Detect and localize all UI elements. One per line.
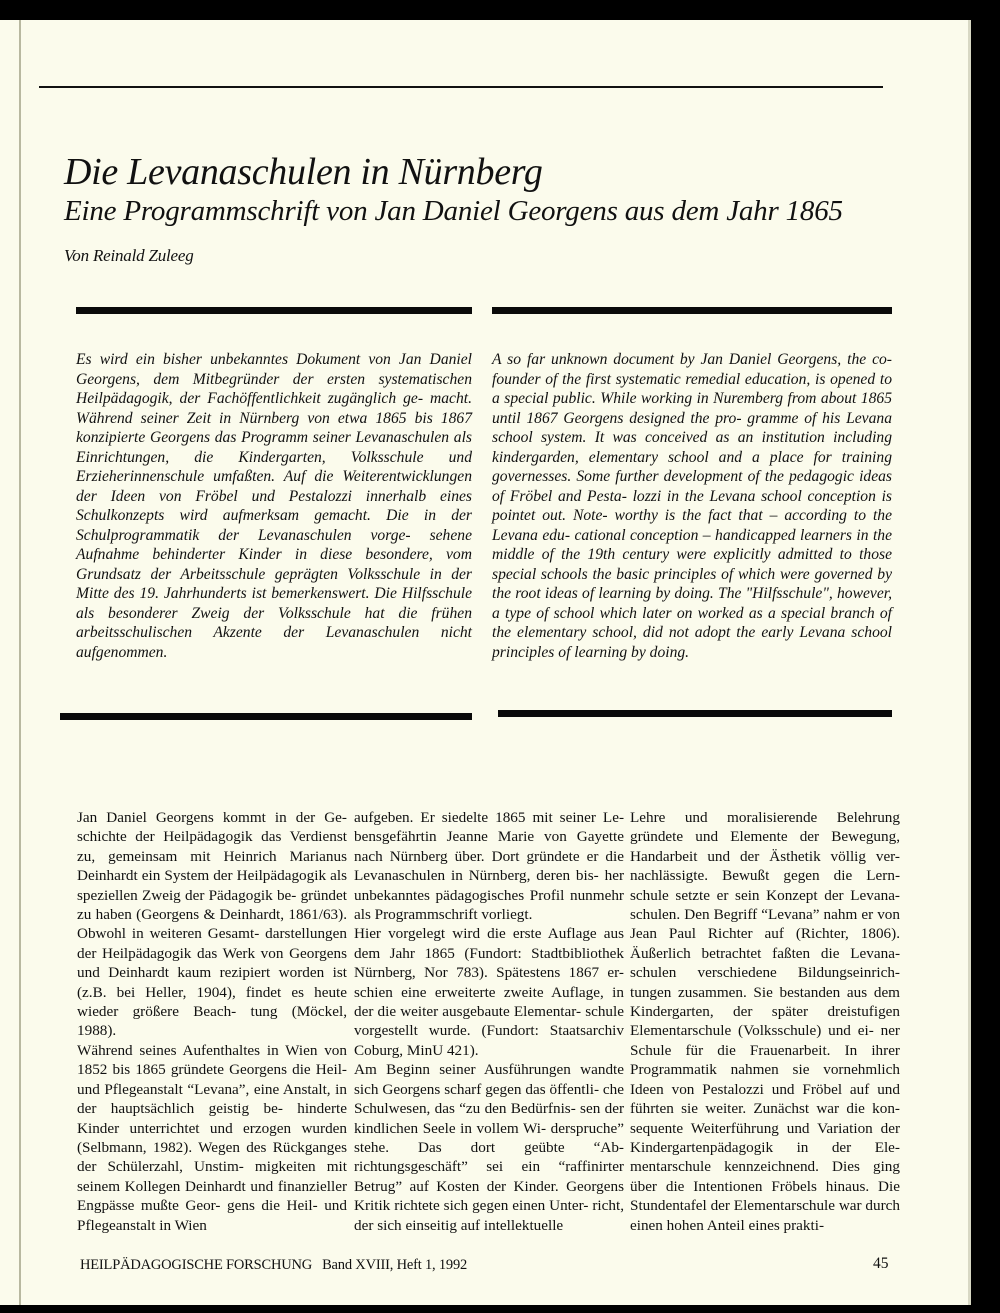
paragraph: Lehre und moralisierende Belehrung gründete und Elemente der Bewegung, Handarbeit und der Ästhetik völlig ver- nachlässigte. Bewußt gegen die Lern- schule setzte er sein Konzept der Levana- schulen. Den Begriff “Levana” nahm er von Jean Paul Richter auf (Richter, 1806). Äußerlich betrachtet faßten die Levana- schulen verschiedene Bildungseinrich- tungen zusammen. Sie bestanden aus dem Kindergarten, der später dreistufigen Elementarschule (Volksschule) und ei- ner Schule für die Frauenarbeit. In ihrer Programmatik nahmen sie vornehmlich Ideen von Pestalozzi und Fröbel auf und führten sie weiter. Zunächst war die kon- sequente Weiterführung und Variation der Kindergartenpädagogik in der Ele- mentarschule kennzeichnend. Dies ging über die Intentionen Fröbels hinaus. Die Stundentafel der Elementarschule war durch einen hohen Anteil eines prakti-: [630, 809, 900, 1234]
journal-name: HEILPÄDAGOGISCHE FORSCHUNG: [80, 1257, 313, 1273]
article-author: Von Reinald Zuleeg: [64, 246, 194, 265]
page-edge: [968, 20, 971, 1305]
body-column-1: [77, 808, 347, 1235]
binding-gutter: [19, 20, 21, 1305]
abstract-bottom-rule-left: [60, 713, 472, 720]
body-column-2: [354, 808, 624, 1235]
paragraph: Am Beginn seiner Ausführungen wandte sich Georgens scharf gegen das öffentli- che Schulwesen, das “zu den Bedürfnis- sen der kindlichen Seele in vollem Wi- derspruche” stehe. Das dort geübte “Ab- richtungsgeschäft” sei ein “raffinirter Betrug” auf Kosten der Kinder. Georgens Kritik richtete sich gegen einen Unter- richt, der sich einseitig auf intellektuelle: [354, 1061, 624, 1234]
paragraph: Während seines Aufenthaltes in Wien von 1852 bis 1865 gründete Georgens die Heil- und Pflegeanstalt “Levana”, eine Anstalt, in der hauptsächlich geistig be- hinderte Kinder unterrichtet und erzogen wurden (Selbmann, 1982). Wegen des Rückganges der Schülerzahl, Unstim- migkeiten mit seinem Kollegen Deinhardt und finanzieller Engpässe mußte Geor- gens die Heil- und Pflegeanstalt in Wien: [77, 1041, 347, 1234]
abstract-top-rule-right: [492, 307, 892, 314]
volume-info: Band XVIII, Heft 1, 1992: [322, 1257, 468, 1273]
abstract-english: A so far unknown document by Jan Daniel Georgens, the co-founder of the first systematic remedial education, is opened to a special public. While working in Nuremberg from about 1865 until 1867 Georgens designed the pro- gramme of his Levana school system. It was conceived as an institution including kindergarden, elementary school and a place for training governesses. Some further development of the pedagogic ideas of Fröbel and Pesta- lozzi in the Levana school conception is pointet out. Note- worthy is the fact that – according to the Levana edu- cational conception – handicapped learners in the middle of the 19th century were explicitly admitted to those special schools the basic principles of which were governed by the root ideas of learning by doing. The "Hilfsschule", however, a type of school which later on worked as a special branch of the elementary school, did not adopt the early Levana school principles of learning by doing.: [492, 351, 892, 661]
journal-page: [0, 20, 971, 1305]
paragraph: Jan Daniel Georgens kommt in der Ge- schichte der Heilpädagogik das Verdienst zu, gemeinsam mit Heinrich Marianus Deinhardt ein System der Heilpädagogik als speziellen Zweig der Pädagogik be- gründet zu haben (Georgens & Deinhardt, 1861/63). Obwohl in weiteren Gesamt- darstellungen der Heilpädagogik das Werk von Georgens und Deinhardt kaum rezipiert worden ist (z.B. bei Heller, 1904), findet es heute wieder größere Beach- tung (Möckel, 1988).: [77, 809, 347, 1040]
abstract-german: Es wird ein bisher unbekanntes Dokument von Jan Daniel Georgens, dem Mitbegründer der ersten systematischen Heilpädagogik, der Fachöffentlichkeit zugänglich ge- macht. Während seiner Zeit in Nürnberg von etwa 1865 bis 1867 konzipierte Georgens das Programm seiner Levanaschulen als Einrichtungen, die Kindergarten, Volksschule und Erzieherinnenschule umfaßten. Auf die Weiterentwicklungen der Ideen von Fröbel und Pestalozzi innerhalb eines Schulkonzepts wird aufmerksam gemacht. Die in der Schulprogrammatik der Levanaschulen vorge- sehene Aufnahme behinderter Kinder in diese besondere, vom Grundsatz der Arbeitsschule geprägten Volksschule in der Mitte des 19. Jahrhunderts ist bemerkenswert. Die Hilfsschule als besonderer Zweig der Volksschule hat die frühen arbeitsschulischen Akzente der Levanaschulen nicht aufgenommen.: [76, 351, 472, 661]
running-footer: [80, 1257, 467, 1274]
article-title: Die Levanaschulen in Nürnberg: [64, 151, 543, 193]
body-column-3: [630, 808, 900, 1235]
title-block: [64, 150, 944, 266]
paragraph: aufgeben. Er siedelte 1865 mit seiner Le- bensgefährtin Jeanne Marie von Gayette nach Nürnberg über. Dort gründete er die Levanaschulen in Nürnberg, deren bis- her unbekanntes pädagogisches Profil nunmehr als Programmschrift vorliegt.: [354, 809, 624, 924]
header-rule-full: [75, 86, 883, 88]
paragraph: Hier vorgelegt wird die erste Auflage aus dem Jahr 1865 (Fundort: Stadtbibliothek Nürnberg, Nor 783). Spätestens 1867 er- schien eine erweiterte zweite Auflage, in der die weiter ausgebaute Elementar- schule vorgestellt wurde. (Fundort: Staatsarchiv Coburg, MinU 421).: [354, 925, 624, 1059]
abstract-top-rule-left: [76, 307, 472, 314]
page-number: 45: [873, 1255, 889, 1272]
article-subtitle: Eine Programmschrift von Jan Daniel Georgens aus dem Jahr 1865: [64, 195, 843, 227]
abstract-bottom-rule-right: [498, 710, 892, 717]
